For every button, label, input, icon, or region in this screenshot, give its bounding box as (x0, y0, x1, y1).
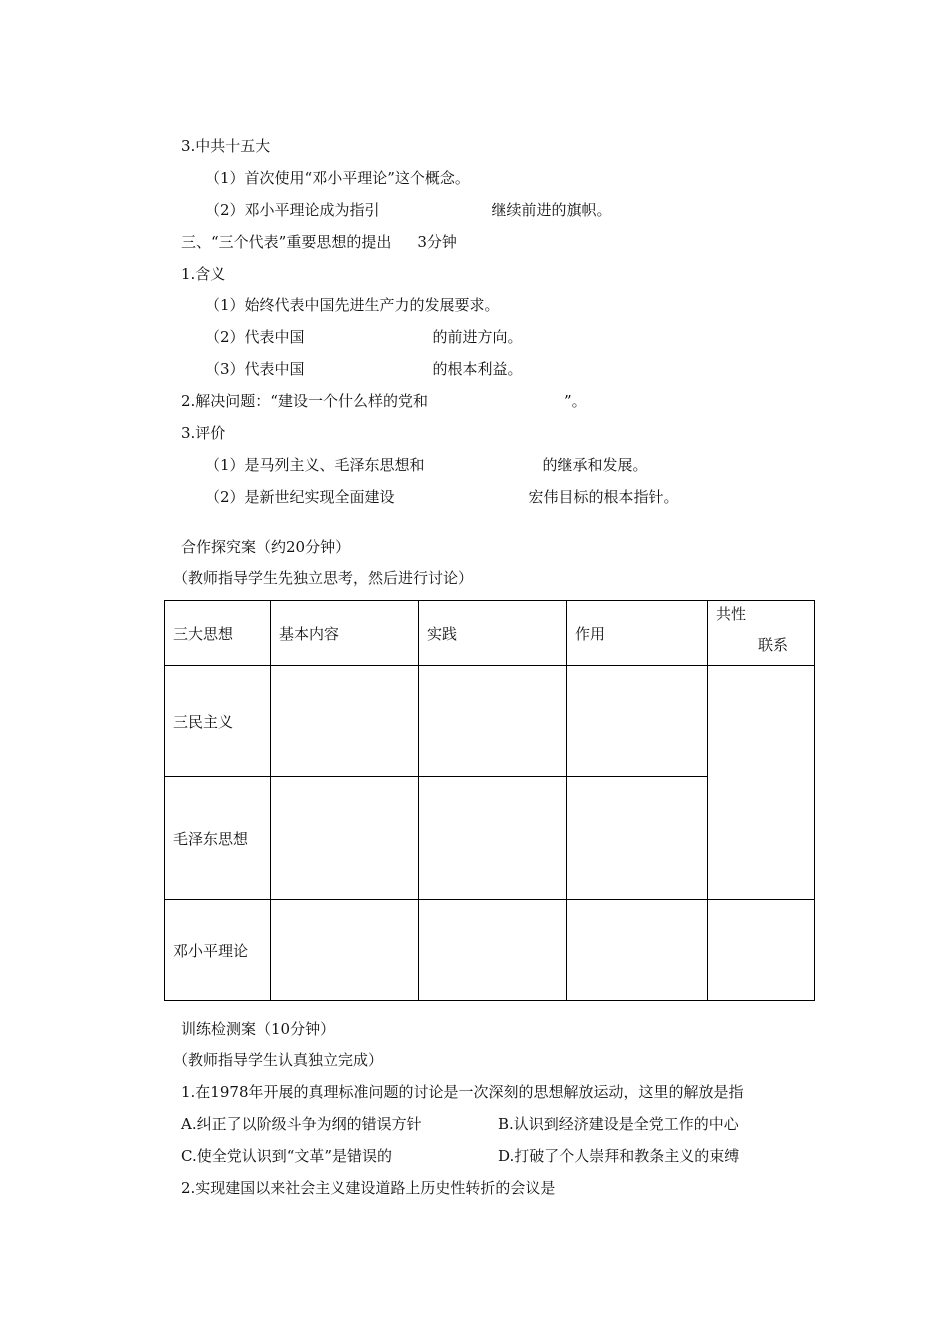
table-row (165, 900, 815, 1001)
subheading: 1.含义 (181, 265, 226, 283)
header-cell-commonality (708, 601, 815, 666)
list-item: （1）始终代表中国先进生产力的发展要求。 (205, 296, 500, 314)
text-fragment: 继续前进的旗帜。 (491, 201, 612, 219)
option-b[interactable]: B.认识到经济建设是全党工作的中心 (498, 1115, 739, 1133)
table-cell[interactable] (419, 777, 567, 900)
table-row (165, 666, 815, 777)
text-fragment: 的根本利益。 (432, 360, 523, 378)
header-cell: 三大思想 (165, 601, 271, 666)
option-d[interactable]: D.打破了个人崇拜和教条主义的束缚 (498, 1147, 740, 1165)
comparison-table (164, 600, 815, 1001)
table-header-row (165, 601, 815, 666)
list-item (205, 327, 523, 347)
header-cell: 作用 (567, 601, 708, 666)
table-cell[interactable] (708, 900, 815, 1001)
subheading: 3.评价 (181, 424, 226, 442)
text-fragment: （3）代表中国 (205, 360, 305, 378)
table-cell[interactable] (419, 666, 567, 777)
text-fragment: ”。 (563, 392, 587, 410)
table-cell[interactable] (567, 900, 708, 1001)
text-fragment: （2）邓小平理论成为指引 (205, 201, 380, 219)
text-fragment: （2）代表中国 (205, 328, 305, 346)
header-cell: 实践 (419, 601, 567, 666)
list-item (205, 487, 679, 507)
part-heading (181, 232, 457, 252)
text-fragment: 宏伟目标的根本指针。 (528, 488, 679, 506)
text-fragment: 的前进方向。 (432, 328, 523, 346)
section-heading: 3.中共十五大 (181, 137, 271, 155)
option-c[interactable]: C.使全党认识到“文革”是错误的 (181, 1147, 393, 1165)
row-label: 邓小平理论 (165, 900, 271, 1001)
table-cell[interactable] (419, 900, 567, 1001)
table-cell[interactable] (271, 777, 419, 900)
section-title: 训练检测案（10分钟） (181, 1020, 336, 1038)
part-title: 三、“三个代表”重要思想的提出 (181, 233, 392, 251)
table-cell[interactable] (567, 666, 708, 777)
table-cell[interactable] (271, 900, 419, 1001)
text-fragment: 的继承和发展。 (542, 456, 648, 474)
section-note: （教师指导学生先独立思考，然后进行讨论） (173, 569, 474, 587)
option-a[interactable]: A.纠正了以阶级斗争为纲的错误方针 (181, 1115, 422, 1133)
text-fragment: 2.解决问题：“建设一个什么样的党和 (181, 392, 428, 410)
row-label: 毛泽东思想 (165, 777, 271, 900)
text-fragment: （1）是马列主义、毛泽东思想和 (205, 456, 425, 474)
text-fragment: （2）是新世纪实现全面建设 (205, 488, 395, 506)
list-item: （1）首次使用“邓小平理论”这个概念。 (205, 169, 470, 187)
list-item (205, 359, 523, 379)
table-cell-merged[interactable] (708, 666, 815, 900)
row-label: 三民主义 (165, 666, 271, 777)
question: 1.在1978年开展的真理标准问题的讨论是一次深刻的思想解放运动，这里的解放是指 (181, 1083, 744, 1101)
header-cell: 基本内容 (271, 601, 419, 666)
list-item (181, 391, 587, 411)
question: 2.实现建国以来社会主义建设道路上历史性转折的会议是 (181, 1179, 556, 1197)
list-item (205, 455, 648, 475)
section-note: （教师指导学生认真独立完成） (173, 1051, 384, 1069)
table-cell[interactable] (567, 777, 708, 900)
section-title: 合作探究案（约20分钟） (181, 538, 351, 556)
time-label: 3分钟 (417, 233, 457, 251)
table-cell[interactable] (271, 666, 419, 777)
list-item (205, 200, 612, 220)
header-connection: 联系 (758, 636, 789, 654)
header-commonality: 共性 (716, 605, 747, 623)
